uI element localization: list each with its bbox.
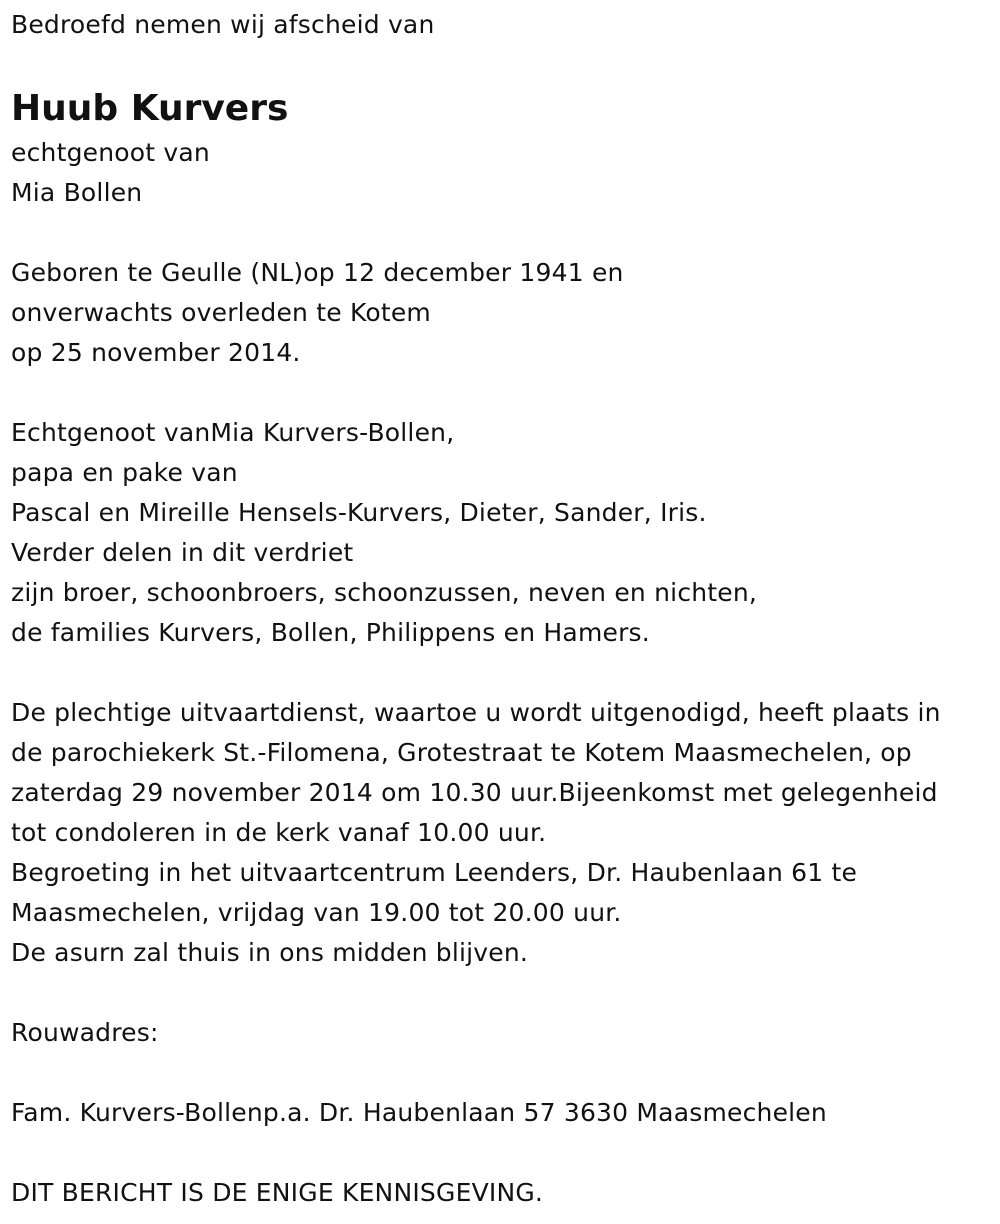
service-line: tot condoleren in de kerk vanaf 10.00 uur. [11, 818, 547, 847]
family-line: papa en pake van [11, 458, 238, 487]
service-line: De asurn zal thuis in ons midden blijven. [11, 938, 529, 967]
family-line: Verder delen in dit verdriet [11, 538, 354, 567]
notice-block [11, 1173, 996, 1213]
obituary-notice [11, 0, 996, 1213]
notice-text: DIT BERICHT IS DE ENIGE KENNISGEVING. [11, 1178, 544, 1207]
spouse-line: Mia Bollen [11, 178, 143, 207]
address-block [11, 1093, 996, 1133]
deceased-name: Huub Kurvers [11, 88, 289, 129]
birth-death-line: op 25 november 2014. [11, 338, 301, 367]
family-block [11, 413, 996, 653]
family-line: zijn broer, schoonbroers, schoonzussen, neven en nichten, [11, 578, 758, 607]
service-line: De plechtige uitvaartdienst, waartoe u wordt uitgenodigd, heeft plaats in [11, 698, 941, 727]
family-line: Echtgenoot vanMia Kurvers-Bollen, [11, 418, 455, 447]
service-line: zaterdag 29 november 2014 om 10.30 uur.Bijeenkomst met gelegenheid [11, 778, 938, 807]
service-block [11, 693, 996, 973]
family-line: de families Kurvers, Bollen, Philippens en Hamers. [11, 618, 650, 647]
service-line: de parochiekerk St.-Filomena, Grotestraat te Kotem Maasmechelen, op [11, 738, 912, 767]
birth-death-line: onverwachts overleden te Kotem [11, 298, 431, 327]
intro-text: Bedroefd nemen wij afscheid van [11, 10, 435, 39]
birth-death-block [11, 253, 996, 373]
service-line: Begroeting in het uitvaartcentrum Leenders, Dr. Haubenlaan 61 te [11, 858, 858, 887]
family-line: Pascal en Mireille Hensels-Kurvers, Dieter, Sander, Iris. [11, 498, 707, 527]
mourning-address: Fam. Kurvers-Bollenp.a. Dr. Haubenlaan 57 3630 Maasmechelen [11, 1098, 827, 1127]
birth-death-line: Geboren te Geulle (NL)op 12 december 1941 en [11, 258, 624, 287]
spouse-block [11, 133, 996, 213]
address-label: Rouwadres: [11, 1018, 159, 1047]
address-label-block [11, 1013, 996, 1053]
spouse-line: echtgenoot van [11, 138, 210, 167]
service-line: Maasmechelen, vrijdag van 19.00 tot 20.00 uur. [11, 898, 622, 927]
